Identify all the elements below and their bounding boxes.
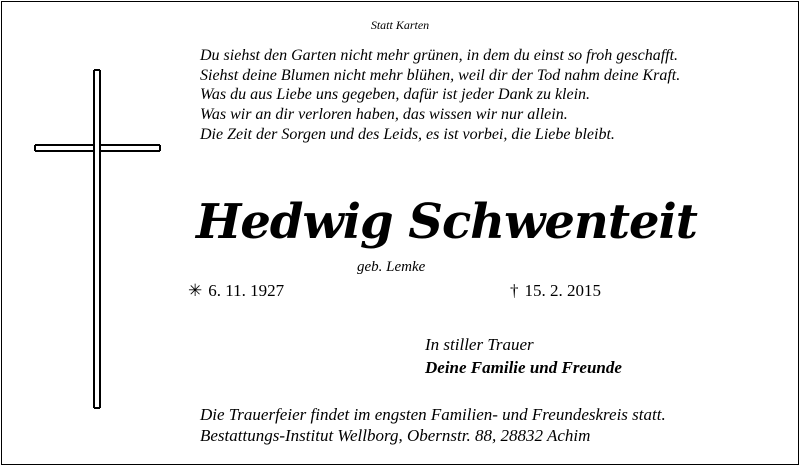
poem-line: Was wir an dir verloren haben, das wissen wir nur allein.: [200, 106, 568, 124]
birth-date-line: [188, 281, 284, 301]
birth-date: 6. 11. 1927: [208, 281, 285, 300]
poem: [200, 46, 760, 145]
mourners-names: Deine Familie und Freunde: [425, 358, 622, 377]
birth-star-icon: ✳: [188, 281, 203, 300]
funeral-info: [200, 404, 666, 446]
poem-line: Du siehst den Garten nicht mehr grünen, in dem du einst so froh geschafft.: [200, 47, 679, 64]
maiden-name: geb. Lemke: [357, 259, 426, 275]
funeral-home-address: Bestattungs-Institut Wellborg, Obernstr. 88, 28832 Achim: [200, 426, 591, 445]
poem-line: Siehst deine Blumen nicht mehr blühen, weil dir der Tod nahm deine Kraft.: [200, 66, 681, 84]
notice-header: Statt Karten: [370, 18, 430, 32]
poem-line: Die Zeit der Sorgen und des Leids, es ist vorbei, die Liebe bleibt.: [200, 125, 615, 143]
death-cross-icon: †: [510, 281, 519, 300]
deceased-name: Hedwig Schwenteit: [196, 194, 697, 250]
death-date-line: [510, 281, 601, 301]
cross-icon: [0, 0, 203, 466]
poem-line: Was du aus Liebe uns gegeben, dafür ist jeder Dank zu klein.: [200, 86, 591, 104]
mourning-phrase: In stiller Trauer: [425, 335, 534, 354]
funeral-info-line: Die Trauerfeier findet im engsten Familien- und Freundeskreis statt.: [200, 405, 666, 424]
death-date: 15. 2. 2015: [524, 281, 601, 300]
